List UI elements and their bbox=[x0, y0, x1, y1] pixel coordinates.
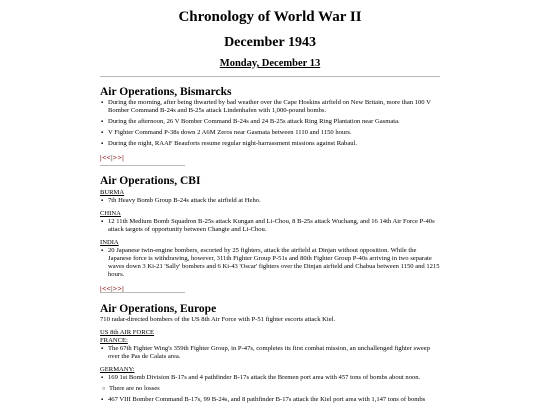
nav-separator: | bbox=[111, 284, 113, 293]
section-title: Air Operations, CBI bbox=[100, 175, 201, 187]
france-list bbox=[100, 345, 440, 361]
next-link[interactable]: >>| bbox=[112, 153, 125, 162]
list-item: ▪ During the night, RAAF Beauforts resume regular night-harrassment missions against Rabaul. bbox=[100, 140, 440, 148]
page-title: Chronology of World War II bbox=[178, 9, 362, 25]
list-item: ▪ The 67th Fighter Wing's 359th Fighter Group, in P-47s, completes its first combat mission, an unchallenged fighter sweep over the Pas de Calais area. bbox=[100, 345, 440, 361]
list-item: ▪ 20 Japanese twin-engine bombers, escorted by 25 fighters, attack the airfield at Dinjan without opposition. While the Japanese force is withdrawing, however, 311th Fighter Group P-51s and 80th Fighter Group P-40s arriving in two separate waves down 3 Ki-21 'Sally' bombers and 6 Ki-43 'Oscar' fighters over the Dinjan airfield and Chabua between 1150 and 1215 hours. bbox=[100, 247, 440, 279]
section-title: Air Operations, Bismarcks bbox=[100, 86, 232, 98]
burma-list bbox=[100, 197, 440, 205]
day-heading: Monday, December 13 bbox=[219, 58, 321, 69]
list-item: ▪ V Fighter Command P-38s down 2 A6M Zeros near Gasmata between 1110 and 1150 hours. bbox=[100, 129, 440, 137]
region-label-china: CHINA bbox=[100, 210, 121, 217]
nav-links bbox=[100, 153, 440, 162]
list-item: ▪ 7th Heavy Bomb Group B-24s attack the airfield at Heho. bbox=[100, 197, 440, 205]
next-link[interactable]: >>| bbox=[112, 284, 125, 293]
month-heading: December 1943 bbox=[224, 35, 316, 50]
list-item: ▪ During the afternoon, 26 V Bomber Command B-24s and 24 B-25s attack Ring Ring Plantation near Gasmata. bbox=[100, 118, 440, 126]
section-title: Air Operations, Europe bbox=[100, 303, 217, 315]
region-label-germany: GERMANY: bbox=[100, 366, 135, 373]
section-bismarcks bbox=[100, 86, 440, 162]
region-label-india: INDIA bbox=[100, 239, 119, 246]
germany-list bbox=[100, 374, 440, 404]
list-item: ▪ 12 11th Medium Bomb Squadron B-25s attack Kungan and Li-Chou, 8 B-25s attack Wuchang, and 16 14th Air Force P-40s attack targets of opportunity between Changte and Li-Chou. bbox=[100, 218, 440, 234]
section-intro: 710 radar-directed bombers of the US 8th Air Force with P-51 fighter escorts attack Kiel. bbox=[100, 316, 336, 323]
china-list bbox=[100, 218, 440, 234]
region-label-burma: BURMA bbox=[100, 189, 125, 196]
list-item: ▪ 169 1st Bomb Division B-17s and 4 pathfinder B-17s attack the Bremen port area with 457 tons of bombs about noon. bbox=[100, 374, 440, 382]
divider bbox=[100, 292, 185, 293]
nav-separator: | bbox=[111, 153, 113, 162]
prev-link[interactable]: |<< bbox=[100, 153, 112, 162]
air-force-label: US 8th AIR FORCE bbox=[100, 329, 155, 336]
india-list bbox=[100, 247, 440, 279]
divider bbox=[100, 76, 440, 77]
list-item: ▪ During the morning, after being thwarted by bad weather over the Cape Hoskins airfield on New Britain, more than 100 V Bomber Command B-24s and B-25s attack Lindenhafen with 1,000-pound bombs. bbox=[100, 99, 440, 115]
list-item: ▪ 467 VIII Bomber Command B-17s, 99 B-24s, and 8 pathfinder B-17s attack the Kiel port area with 1,147 tons of bombs bbox=[100, 396, 440, 404]
list-subitem: ○ There are no losses bbox=[101, 385, 440, 393]
section-cbi bbox=[100, 175, 440, 293]
divider bbox=[100, 165, 185, 166]
region-label-france: FRANCE: bbox=[100, 337, 128, 344]
section-europe bbox=[100, 303, 440, 404]
bismarcks-list bbox=[100, 99, 440, 148]
prev-link[interactable]: |<< bbox=[100, 284, 112, 293]
